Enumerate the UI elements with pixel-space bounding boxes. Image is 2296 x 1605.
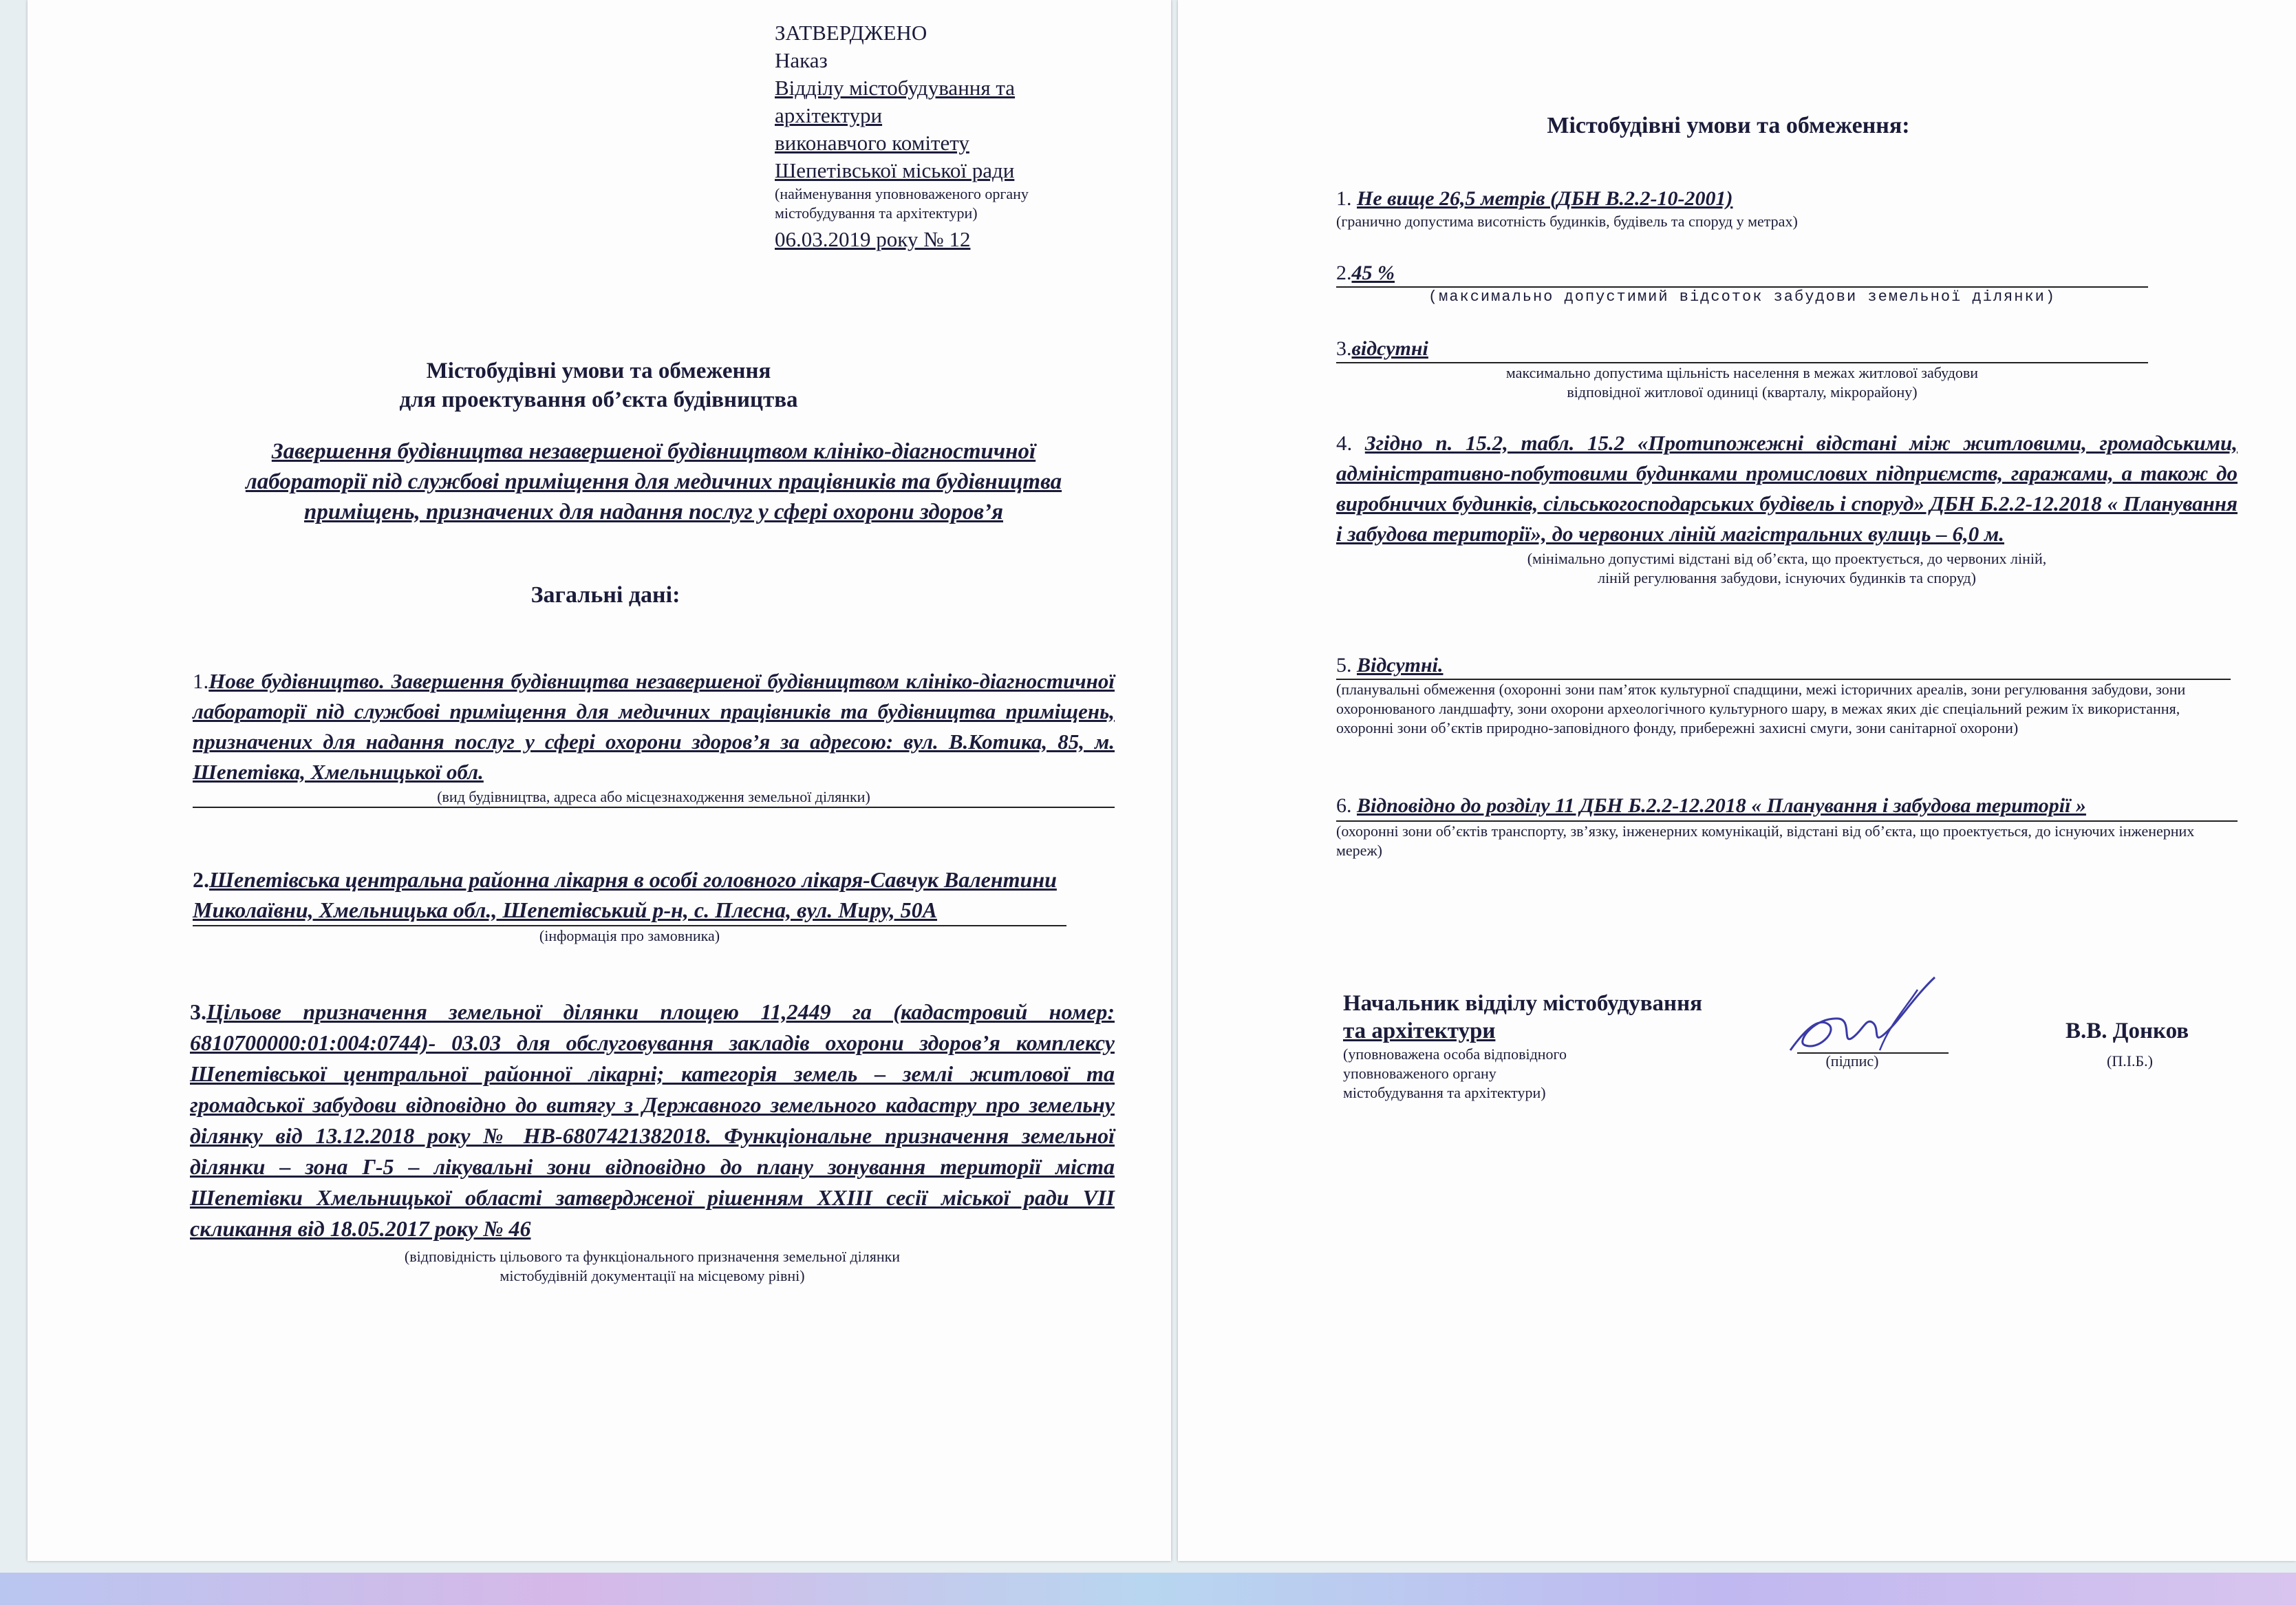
approval-title: ЗАТВЕРДЖЕНО [775,21,927,45]
cond-2-text: 45 % [1351,262,1395,284]
cond-6 [1336,791,2238,860]
left-page [28,0,1171,1561]
approval-org-note: (найменування уповноваженого органу містобудування та архітектури) [775,185,1029,222]
general-heading: Загальні дані: [530,582,680,608]
approval-block [775,19,1160,253]
cond-1-text: Не вище 26,5 метрів (ДБН В.2.2-10-2001) [1357,187,1733,210]
doc-title-line2: для проектування об’єкта будівництва [399,387,798,412]
cond-1-num: 1. [1336,187,1352,210]
approval-order: Наказ [775,48,828,72]
cond-2-note: (максимально допустимий відсоток забудови земельної ділянки) [1428,288,2057,306]
approval-date: 06.03.2019 року № 12 [775,227,971,251]
cond-3-note-2: відповідної житлової одиниці (кварталу, мікрорайону) [1567,383,1918,401]
approval-org-1: Відділу містобудування та [775,76,1016,100]
approval-org-2: архітектури [775,103,883,127]
item-2-note: (інформація про замовника) [193,925,1066,946]
item-2 [193,864,1066,946]
cond-5-num: 5. [1336,654,1352,677]
cond-2 [1336,260,2148,307]
signatory-block [1343,990,1825,1103]
cond-5-text: Відсутні. [1357,654,1444,677]
cond-1-note: (гранично допустима висотність будинків, будівель та споруд у метрах) [1336,213,1798,230]
cond-3-text: відсутні [1351,337,1428,360]
cond-4 [1336,428,2238,588]
cond-6-num: 6. [1336,794,1352,817]
approval-org-4: Шепетівської міської ради [775,158,1015,182]
doc-title-line1: Містобудівні умови та обмеження [426,359,771,383]
item-1-text: Нове будівництво. Завершення будівництва незавершеної будівництвом клініко-діагностичної лабораторії під службові приміщення для медичних працівників та будівництва приміщень, призначених для надання послуг у сфері охорони здоров’я за адресою: вул. В.Котика, 85, м. Шепетівка, Хмельницької обл. [193,669,1115,784]
item-3-text: Цільове призначення земельної ділянки площею 11,2449 га (кадастровий номер: 6810700000:01:004:0744)- 03.03 для обслуговування закладів охорони здоров’я комплексу Шепетівської центральної районної лікарні; категорія земель – землі житлової та громадської забудови відповідно до витягу з Державного земельного кадастру про земельну ділянку від 13.12.2018 року № НВ-6807421382018. Функціональне призначення земельної ділянки – зона Г-5 – лікувальні зони відповідно до плану зонування території міста Шепетівки Хмельницької області затвердженої рішенням XXIII сесії міської ради VII скликання від 18.05.2017 року № 46 [190,999,1115,1241]
cond-6-note: (охоронні зони об’єктів транспорту, зв’язку, інженерних комунікацій, відстані від об’єкта, що проектується, до існуючих інженерних мереж) [1336,822,2195,859]
cond-4-num: 4. [1336,431,1353,455]
signatory-name-label: (П.І.Б.) [2107,1052,2153,1070]
item-1-num: 1. [193,669,209,693]
signatory-name: В.В. Донков [2066,1019,2189,1043]
cond-2-num: 2. [1336,262,1352,284]
item-1-note: (вид будівництва, адреса або місцезнаходження земельної ділянки) [193,787,1115,808]
item-2-text: Шепетівська центральна районна лікарня в особі головного лікаря-Савчук Валентини Миколаївни, Хмельницька обл., Шепетівський р-н, с. Плесна, вул. Миру, 50А [193,867,1057,922]
cond-3-num: 3. [1336,337,1352,360]
signatory-note-3: містобудування та архітектури) [1343,1084,1546,1101]
cond-4-text: Згідно п. 15.2, табл. 15.2 «Протипожежні відстані між житловими, громадськими, адміністративно-побутовими будинками промислових підприємств, гаражами, а також до виробничих будинків, сільськогосподарських будівель і споруд» ДБН Б.2.2-12.2018 « Планування і забудова території», до червоних ліній магістральних вулиць – 6,0 м. [1336,431,2238,546]
cond-5 [1336,652,2231,738]
cond-4-note-1: (мінімально допустимі відстані від об’єкта, що проектується, до червоних ліній, [1527,550,2047,567]
item-3-note-2: містобудівній документації на місцевому рівні) [500,1267,805,1284]
cond-4-note-2: ліній регулювання забудови, існуючих будинків та споруд) [1598,569,1976,586]
project-name: Завершення будівництва незавершеної будівництвом клініко-діагностичної лабораторії під службові приміщення для медичних працівників та будівництва приміщень, призначених для надання послуг у сфері охорони здоров’я [245,439,1062,524]
cond-3-note-1: максимально допустима щільність населення в межах житлової забудови [1505,364,1979,381]
item-3-note-1: (відповідність цільового та функціонального призначення земельної ділянки [404,1248,901,1265]
cond-3 [1336,336,2148,402]
item-3 [190,997,1115,1286]
item-3-num: 3. [190,999,206,1024]
item-1 [193,666,1115,808]
scan-edge-band [0,1573,2296,1605]
right-page [1178,0,2296,1561]
cond-1 [1336,186,2093,231]
signatory-note-2: уповноваженого органу [1343,1065,1496,1082]
conditions-heading: Містобудівні умови та обмеження: [1547,113,1910,138]
item-2-num: 2. [193,867,209,892]
signatory-title-1: Начальник відділу містобудування [1343,991,1702,1016]
signatory-title-2: та архітектури [1343,1019,1496,1043]
doc-title [220,357,977,414]
signature-label: (підпис) [1825,1052,1879,1070]
cond-6-text: Відповідно до розділу 11 ДБН Б.2.2-12.2018 « Планування і забудова території » [1357,794,2086,817]
signature-mark [1777,969,1955,1065]
cond-5-note: (планувальні обмеження (охоронні зони пам’яток культурної спадщини, межі історичних ареалів, зони регулювання забудови, зони охоронюваного ландшафту, зони охорони археологічного культурного шару, в межах яких діє спеціальний режим їх використання, охоронні зони об’єктів природно-заповідного фонду, прибережні захисні смуги, зони санітарної охорони) [1336,681,2186,736]
signatory-note-1: (уповноважена особа відповідного [1343,1045,1567,1063]
approval-org-3: виконавчого комітету [775,131,969,155]
